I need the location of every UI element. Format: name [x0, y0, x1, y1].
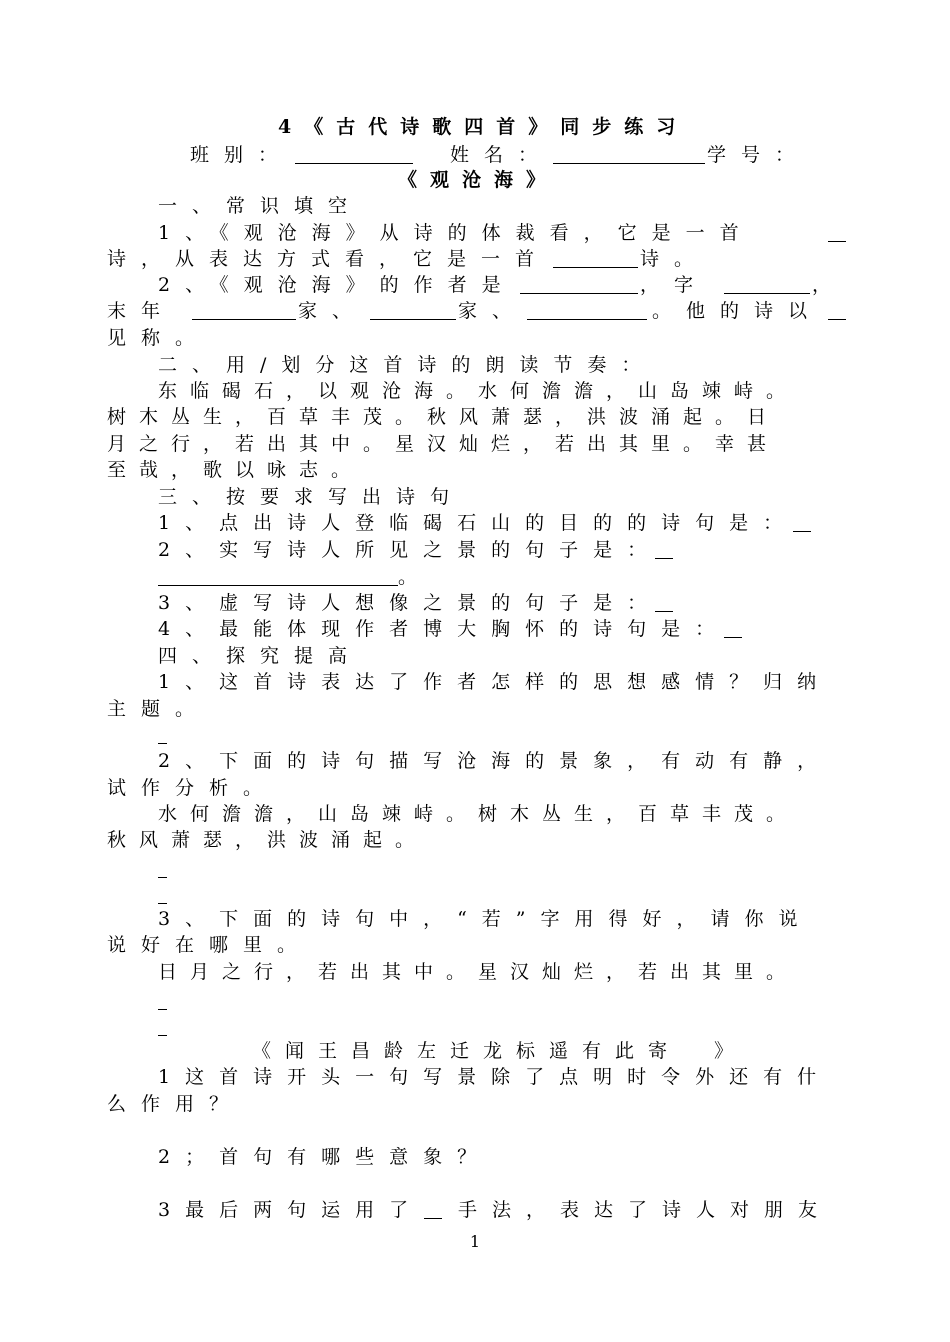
answer-line-4-3b	[0, 1014, 950, 1040]
poem-line-4-text: 至哉，歌以咏志。	[107, 459, 364, 481]
p2-q3-text-b: 手法，表达了诗人对朋友	[458, 1199, 833, 1221]
q3-2-end: 。	[398, 566, 433, 588]
q3-4-blank[interactable]	[724, 618, 742, 638]
section-2-heading	[0, 352, 950, 378]
q1-2-text-d: 末年	[107, 300, 176, 322]
q1-1-blank-a[interactable]	[828, 222, 846, 242]
question-3-2-cont	[0, 564, 950, 590]
name-blank[interactable]	[553, 144, 705, 164]
section-4-text: 四、探究提高	[158, 645, 363, 667]
answer-line-4-2b	[0, 882, 950, 908]
question-4-2-poem-2	[0, 827, 950, 853]
q4-1-text-a: 1、这首诗表达了作者怎样的思想感情？归纳	[158, 671, 832, 693]
q3-1-blank[interactable]	[793, 512, 811, 532]
q1-2-style-blank[interactable]	[828, 300, 846, 320]
poem-line-1	[0, 378, 950, 404]
class-blank[interactable]	[295, 144, 413, 164]
question-1-2-end	[0, 325, 950, 351]
q3-1-text: 1、点出诗人登临碣石山的目的的诗句是：	[158, 512, 798, 534]
poem-line-3-text: 月之行，若出其中。星汉灿烂，若出其里。幸甚	[107, 433, 780, 455]
question-3-1	[0, 510, 950, 536]
q4-3-answer-blank-b[interactable]	[158, 1016, 167, 1036]
student-info-row	[0, 142, 950, 168]
question-4-3-cont	[0, 932, 950, 958]
poem-line-1-text: 东临碣石，以观沧海。水何澹澹，山岛竦峙。	[158, 380, 799, 402]
section-1-text: 一、常识填空	[158, 195, 363, 217]
q3-3-text: 3、虚写诗人想像之景的句子是：	[158, 592, 662, 614]
p2-q3-text-a: 3最后两句运用了	[158, 1199, 424, 1221]
poem2-question-2	[0, 1144, 950, 1170]
poem-line-2-text: 树木丛生，百草丰茂。秋风萧瑟，洪波涌起。日	[107, 406, 780, 428]
page-number: 1	[469, 1232, 481, 1251]
p2-q3-blank[interactable]	[424, 1199, 442, 1219]
q1-1-blank-b[interactable]	[553, 248, 638, 268]
question-4-2-cont	[0, 775, 950, 801]
poem2-question-3	[0, 1197, 950, 1223]
poem-line-3	[0, 431, 950, 457]
q4-1-text-b: 主题。	[107, 698, 210, 720]
question-3-4	[0, 616, 950, 642]
poem2-question-1	[0, 1064, 950, 1090]
q1-2-era-blank[interactable]	[192, 300, 296, 320]
question-4-2-poem-1	[0, 801, 950, 827]
question-4-1-cont	[0, 696, 950, 722]
q1-2-text-f: 家、	[458, 300, 527, 322]
section-3-heading	[0, 484, 950, 510]
q4-2-text-a: 2、下面的诗句描写沧海的景象，有动有静，	[158, 750, 832, 772]
answer-line-4-3a	[0, 988, 950, 1014]
doc-title	[0, 114, 950, 140]
q1-1-text: 1、《观沧海》从诗的体裁看，它是一首	[158, 222, 754, 244]
q1-2-text-b: ，字	[640, 274, 709, 296]
q4-2-text-d: 秋风萧瑟，洪波涌起。	[107, 829, 428, 851]
q3-4-text: 4、最能体现作者博大胸怀的诗句是：	[158, 618, 730, 640]
q1-1-text-b: 诗，从表达方式看，它是一首	[107, 248, 550, 270]
question-3-3	[0, 590, 950, 616]
section-2-text: 二、用/划分这首诗的朗读节奏：	[158, 354, 656, 376]
p2-q2-text: 2；首句有哪些意象？	[158, 1146, 492, 1168]
q1-2-zi-blank[interactable]	[724, 274, 810, 294]
question-4-1	[0, 669, 950, 695]
poem-line-2	[0, 404, 950, 430]
q1-1-text-c: 诗。	[640, 248, 709, 270]
title-text: 4《古代诗歌四首》同步练习	[278, 116, 689, 138]
q4-2-text-b: 试作分析。	[107, 777, 278, 799]
answer-line-4-2a	[0, 856, 950, 882]
question-4-2	[0, 748, 950, 774]
q1-2-text-g: 。他的诗以	[652, 300, 823, 322]
question-1-1-cont	[0, 246, 950, 272]
question-3-2	[0, 537, 950, 563]
question-1-2-cont	[0, 298, 950, 324]
q4-3-text-a: 3、下面的诗句中，“若”字用得好，请你说	[158, 908, 813, 930]
p2-q1-text-a: 1这首诗开头一句写景除了点明时令外还有什	[158, 1066, 832, 1088]
section-4-heading	[0, 643, 950, 669]
q4-3-answer-blank-a[interactable]	[158, 990, 167, 1010]
q1-2-text-c: ，	[812, 274, 847, 296]
id-label: 学号：	[707, 144, 810, 166]
question-4-3	[0, 906, 950, 932]
question-4-3-poem	[0, 959, 950, 985]
section-1-heading	[0, 193, 950, 219]
poem-line-4	[0, 457, 950, 483]
q4-2-answer-blank-b[interactable]	[158, 884, 167, 904]
answer-line-4-1	[0, 722, 950, 748]
q3-2-blank-a[interactable]	[655, 539, 673, 559]
q1-2-role2-blank[interactable]	[527, 300, 647, 320]
q4-1-answer-blank[interactable]	[158, 724, 167, 744]
section-3-text: 三、按要求写出诗句	[158, 486, 465, 508]
class-label: 班别：	[190, 144, 293, 166]
q1-2-role1-blank[interactable]	[370, 300, 456, 320]
poem2-question-1-cont	[0, 1091, 950, 1117]
name-label: 姓名：	[450, 144, 553, 166]
poem2-title	[0, 1038, 950, 1064]
q1-2-text-e: 家、	[298, 300, 367, 322]
question-1-2	[0, 272, 950, 298]
q1-2-author-blank[interactable]	[520, 274, 638, 294]
poem2-title-text: 《闻王昌龄左迁龙标遥有此寄 》	[252, 1040, 748, 1062]
q3-2-text: 2、实写诗人所见之景的句子是：	[158, 539, 662, 561]
q1-2-text-h: 见称。	[107, 327, 210, 349]
q1-2-text-a: 2、《观沧海》的作者是	[158, 274, 516, 296]
q4-3-text-c: 日月之行，若出其中。星汉灿烂，若出其里。	[158, 961, 799, 983]
poem1-title-text: 《观沧海》	[398, 169, 559, 191]
poem1-title	[0, 167, 950, 193]
q3-2-blank-b[interactable]	[158, 566, 398, 586]
p2-q1-text-b: 么作用？	[107, 1093, 244, 1115]
q4-3-text-b: 说好在哪里。	[107, 934, 312, 956]
question-1-1	[0, 220, 950, 246]
q4-2-answer-blank-a[interactable]	[158, 858, 167, 878]
q3-3-blank[interactable]	[655, 592, 673, 612]
q4-2-text-c: 水何澹澹，山岛竦峙。树木丛生，百草丰茂。	[158, 803, 799, 825]
